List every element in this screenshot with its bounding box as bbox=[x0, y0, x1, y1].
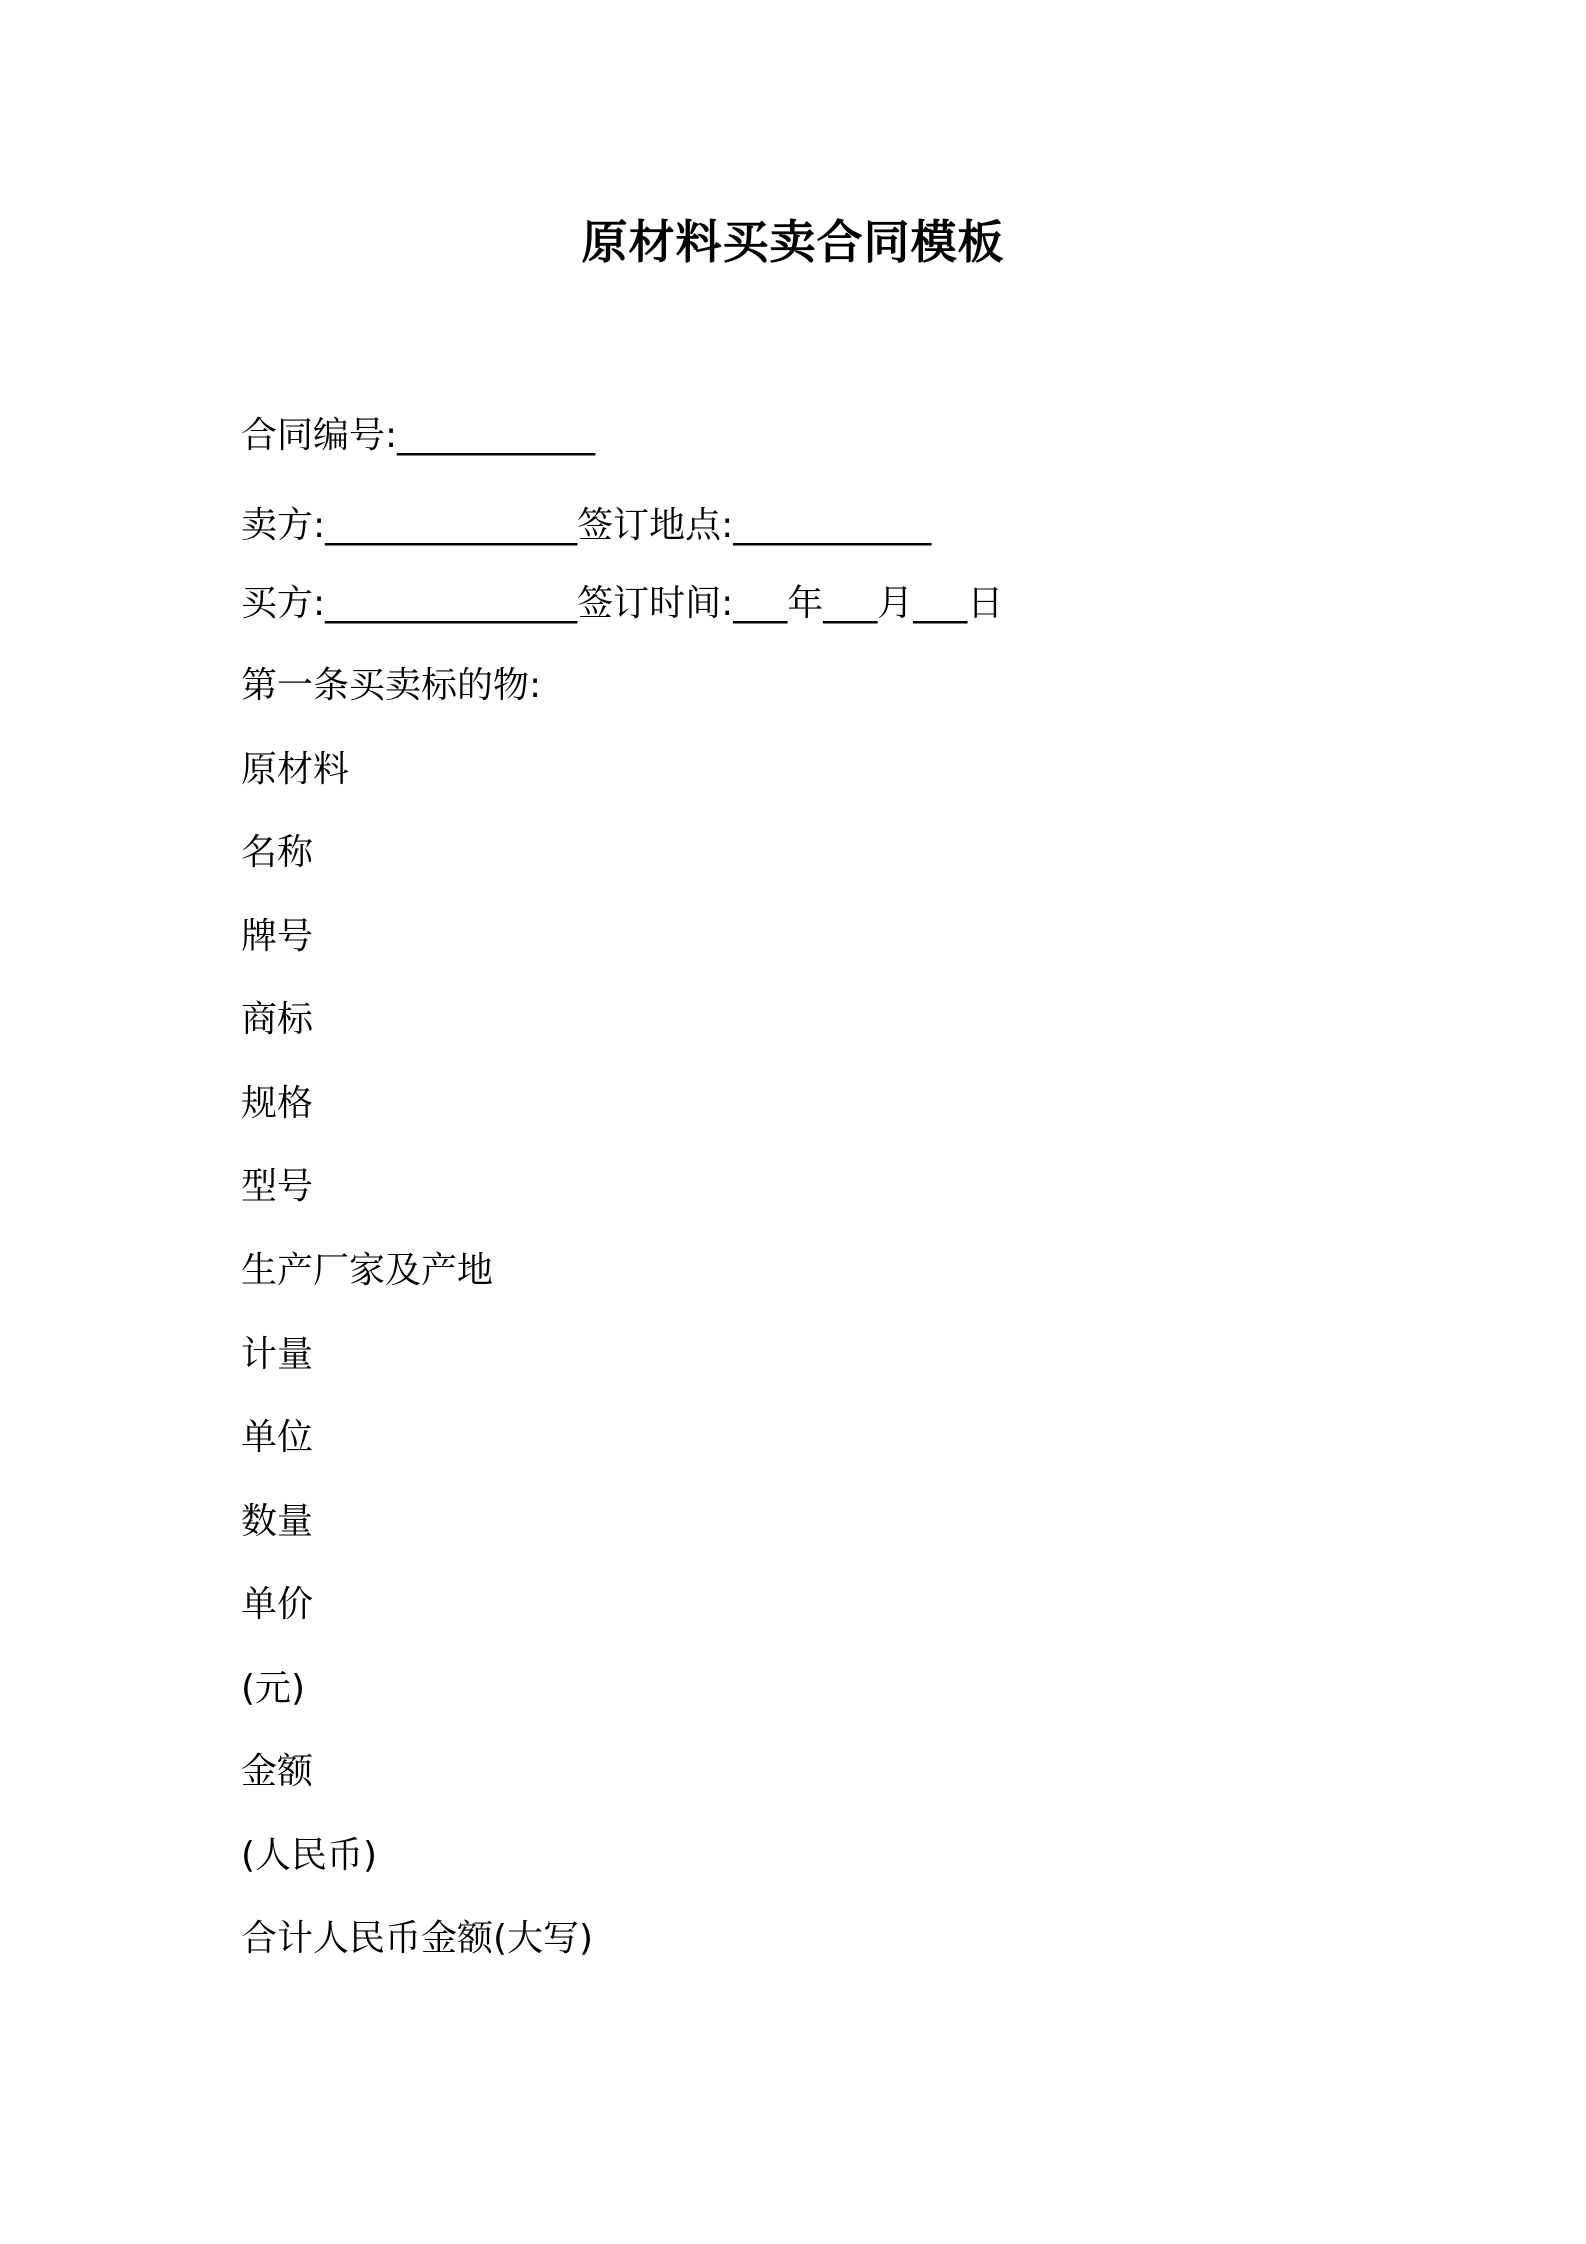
article-1-heading: 第一条买卖标的物: bbox=[241, 665, 542, 706]
field-specification: 规格 bbox=[241, 1083, 314, 1124]
field-amount: 金额 bbox=[241, 1751, 314, 1792]
field-unit-price-currency: (元) bbox=[241, 1668, 306, 1709]
field-amount-currency: (人民币) bbox=[241, 1835, 378, 1876]
seller-label: 卖方:______________ bbox=[241, 505, 578, 546]
field-raw-material: 原材料 bbox=[241, 749, 350, 790]
contract-number-line: 合同编号:___________ bbox=[241, 415, 596, 456]
field-trademark: 商标 bbox=[241, 999, 314, 1040]
signing-date-label: 签订时间:___年___月___日 bbox=[577, 583, 1004, 624]
field-name: 名称 bbox=[241, 832, 314, 873]
signing-place-label: 签订地点:___________ bbox=[577, 505, 932, 546]
buyer-label: 买方:______________ bbox=[241, 583, 578, 624]
field-manufacturer-origin: 生产厂家及产地 bbox=[241, 1250, 494, 1291]
field-unit-price: 单价 bbox=[241, 1584, 314, 1625]
field-total-amount-words: 合计人民币金额(大写) bbox=[241, 1918, 594, 1959]
field-unit: 单位 bbox=[241, 1417, 314, 1458]
buyer-line bbox=[241, 580, 1003, 628]
field-quantity: 数量 bbox=[241, 1501, 314, 1542]
document-title: 原材料买卖合同模板 bbox=[581, 215, 1005, 269]
seller-line bbox=[241, 502, 931, 550]
field-model: 型号 bbox=[241, 1166, 314, 1207]
field-grade: 牌号 bbox=[241, 916, 314, 957]
field-measurement: 计量 bbox=[241, 1334, 314, 1375]
